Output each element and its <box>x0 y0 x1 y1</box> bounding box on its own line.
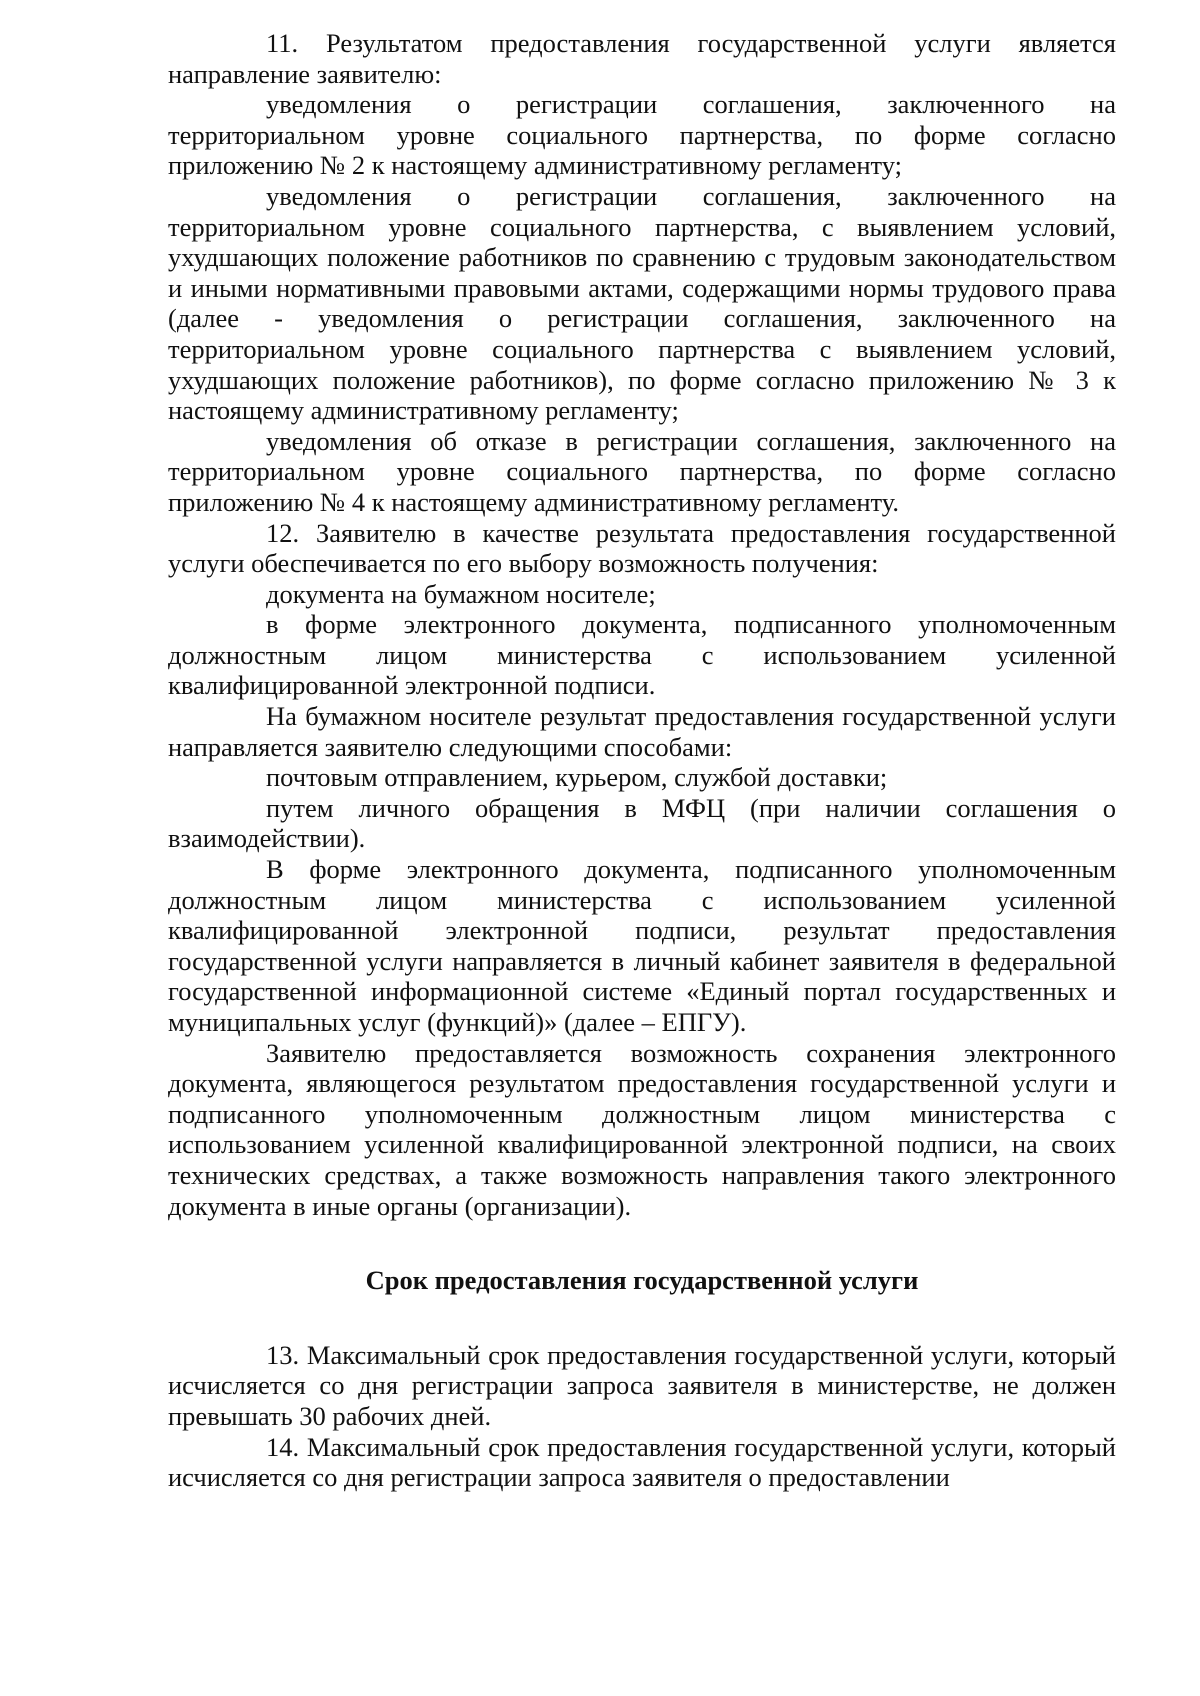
document-page <box>168 28 1116 1493</box>
spacer <box>168 1221 1116 1265</box>
paragraph-paper-delivery: На бумажном носителе результат предоставления государственной услуги направляется заявителю следующими способами: <box>168 701 1116 762</box>
paragraph-personal-visit: путем личного обращения в МФЦ (при наличии соглашения о взаимодействии). <box>168 792 1116 854</box>
paragraph-14: 14. Максимальный срок предоставления государственной услуги, который исчисляется со дня регистрации запроса заявителя о предоставлении <box>168 1431 1116 1493</box>
section-heading: Срок предоставления государственной услуги <box>365 1265 919 1296</box>
paragraph-epgu-delivery: В форме электронного документа, подписанного уполномоченным должностным лицом министерства с использованием усиленной квалифицированной электронной подписи, результат предоставления государственной услуги направляется в личный кабинет заявителя в федеральной государственной информационной системе «Единый портал государственных и муниципальных услуг (функций)» (далее – ЕПГУ). <box>168 854 1116 1037</box>
paragraph-save-document: Заявителю предоставляется возможность сохранения электронного документа, являющегося результатом предоставления государственной услуги и подписанного уполномоченным должностным лицом министерства с использованием усиленной квалифицированной электронной подписи, на своих технических средствах, а также возможность направления такого электронного документа в иные органы (организации). <box>168 1037 1116 1221</box>
paragraph-paper-document: документа на бумажном носителе; <box>266 578 656 609</box>
paragraph-12: 12. Заявителю в качестве результата предоставления государственной услуги обеспечивается по его выбору возможность получения: <box>168 517 1116 579</box>
paragraph-notice-refusal: уведомления об отказе в регистрации соглашения, заключенного на территориальном уровне социального партнерства, по форме согласно приложению № 4 к настоящему административному регламенту. <box>168 425 1116 517</box>
paragraph-notice-registration: уведомления о регистрации соглашения, заключенного на территориальном уровне социального партнерства, по форме согласно приложению № 2 к настоящему административному регламенту; <box>168 89 1116 181</box>
spacer <box>168 1296 1116 1340</box>
paragraph-postal-delivery: почтовым отправлением, курьером, службой доставки; <box>266 762 888 793</box>
paragraph-13: 13. Максимальный срок предоставления государственной услуги, который исчисляется со дня регистрации запроса заявителя в министерстве, не должен превышать 30 рабочих дней. <box>168 1339 1116 1431</box>
paragraph-notice-registration-conditions: уведомления о регистрации соглашения, заключенного на территориальном уровне социального партнерства, с выявлением условий, ухудшающих положение работников по сравнению с трудовым законодательством и иными нормативными правовыми актами, содержащими нормы трудового права (далее - уведомления о регистрации соглашения, заключенного на территориальном уровне социального партнерства с выявлением условий, ухудшающих положение работников), по форме согласно приложению № 3 к настоящему административному регламенту; <box>168 180 1116 426</box>
paragraph-11: 11. Результатом предоставления государственной услуги является направление заявителю: <box>168 28 1116 89</box>
paragraph-electronic-document: в форме электронного документа, подписанного уполномоченным должностным лицом министерства с использованием усиленной квалифицированной электронной подписи. <box>168 609 1116 701</box>
